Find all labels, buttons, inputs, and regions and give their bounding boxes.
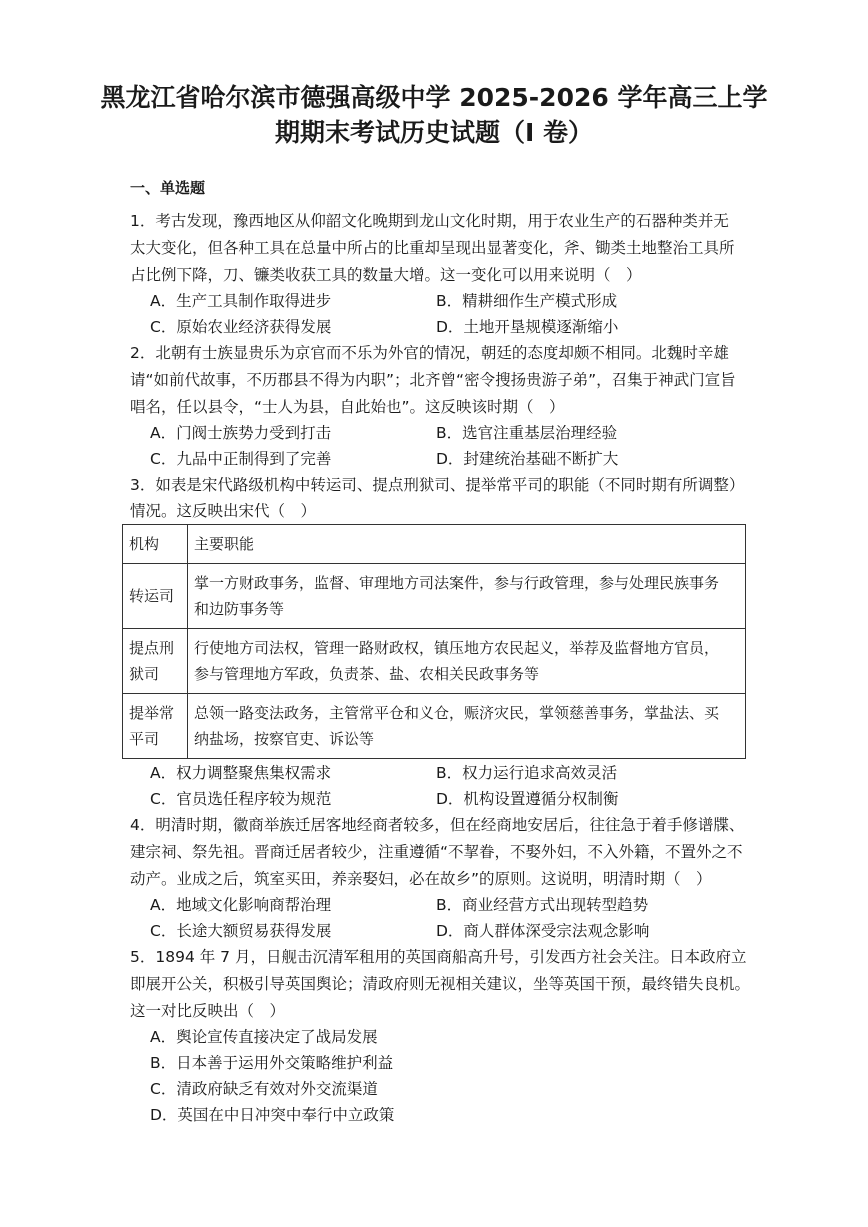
table-header-row xyxy=(123,525,746,564)
exam-title-line-2: 期期末考试历史试题（I 卷） xyxy=(274,118,593,147)
q2-option-b: B．选官注重基层治理经验 xyxy=(436,424,618,442)
q3-stem-line: 情况。这反映出宋代（ ） xyxy=(130,502,317,520)
table-row xyxy=(123,629,746,694)
q3-option-d: D．机构设置遵循分权制衡 xyxy=(436,790,619,808)
q2-stem-line: 2．北朝有士族显贵乐为京官而不乐为外官的情况，朝廷的态度却颇不相同。北魏时辛雄 xyxy=(130,344,729,362)
duty-line: 总领一路变法政务，主管常平仓和义仓，赈济灾民，掌领慈善事务，掌盐法、买 xyxy=(194,704,720,722)
q5-stem-line: 即展开公关，积极引导英国舆论；清政府则无视相关建议，坐等英国干预，最终错失良机。 xyxy=(130,975,751,993)
q5-option-b: B．日本善于运用外交策略维护利益 xyxy=(150,1054,394,1072)
q5-option-a: A．舆论宣传直接决定了战局发展 xyxy=(150,1028,378,1046)
q5-stem-line: 5．1894 年 7 月，日舰击沉清军租用的英国商船高升号，引发西方社会关注。日本政府立 xyxy=(130,948,747,966)
q3-stem-line: 3．如表是宋代路级机构中转运司、提点刑狱司、提举常平司的职能（不同时期有所调整） xyxy=(130,476,745,494)
exam-title-line-1: 黑龙江省哈尔滨市德强高级中学 2025-2026 学年高三上学 xyxy=(100,83,768,112)
table-cell-agency xyxy=(123,694,188,759)
q1-option-c: C．原始农业经济获得发展 xyxy=(150,318,332,336)
q3-option-a: A．权力调整聚焦集权需求 xyxy=(150,764,332,782)
table-cell-duties xyxy=(188,694,746,759)
q2-option-a: A．门阀士族势力受到打击 xyxy=(150,424,332,442)
table-row xyxy=(123,694,746,759)
q5-option-c: C．清政府缺乏有效对外交流渠道 xyxy=(150,1080,378,1098)
q1-stem-line: 太大变化，但各种工具在总量中所占的比重却呈现出显著变化，斧、锄类土地整治工具所 xyxy=(130,239,735,257)
table-row xyxy=(123,564,746,629)
q2-option-d: D．封建统治基础不断扩大 xyxy=(436,450,619,468)
agency-name: 平司 xyxy=(129,730,160,748)
table-header-cell: 机构 xyxy=(123,525,188,564)
q5-option-d: D．英国在中日冲突中奉行中立政策 xyxy=(150,1106,395,1124)
q1-stem-line: 占比例下降，刀、镰类收获工具的数量大增。这一变化可以用来说明（ ） xyxy=(130,266,642,284)
q3-option-c: C．官员选任程序较为规范 xyxy=(150,790,332,808)
q2-stem-line: 请“如前代故事，不历郡县不得为内职”；北齐曾“密令搜扬贵游子弟”，召集于神武门宣旨 xyxy=(130,371,736,389)
q5-stem-line: 这一对比反映出（ ） xyxy=(130,1002,286,1020)
functions-table xyxy=(122,524,746,759)
q1-option-b: B．精耕细作生产模式形成 xyxy=(436,292,618,310)
q4-option-d: D．商人群体深受宗法观念影响 xyxy=(436,922,650,940)
q2-option-c: C．九品中正制得到了完善 xyxy=(150,450,332,468)
table-header-cell: 主要职能 xyxy=(188,525,746,564)
q4-stem-line: 建宗祠、祭先祖。晋商迁居者较少，注重遵循“不挈眷，不娶外妇，不入外籍，不置外之不 xyxy=(130,843,743,861)
q4-option-b: B．商业经营方式出现转型趋势 xyxy=(436,896,649,914)
agency-name: 提举常 xyxy=(129,704,175,722)
q4-option-a: A．地域文化影响商帮治理 xyxy=(150,896,332,914)
duty-line: 参与管理地方军政，负责茶、盐、农相关民政事务等 xyxy=(194,665,540,683)
section-heading: 一、单选题 xyxy=(130,179,206,197)
agency-name: 提点刑 xyxy=(129,639,175,657)
q1-option-a: A．生产工具制作取得进步 xyxy=(150,292,332,310)
table-cell-duties xyxy=(188,629,746,694)
q4-stem-line: 4．明清时期，徽商举族迁居客地经商者较多，但在经商地安居后，往往急于着手修谱牒、 xyxy=(130,816,745,834)
duty-line: 和边防事务等 xyxy=(194,600,285,618)
table-cell-agency xyxy=(123,564,188,629)
agency-name: 狱司 xyxy=(129,665,160,683)
duty-line: 行使地方司法权，管理一路财政权，镇压地方农民起义，举荐及监督地方官员， xyxy=(194,639,720,657)
q3-option-b: B．权力运行追求高效灵活 xyxy=(436,764,618,782)
table-cell-agency xyxy=(123,629,188,694)
q4-option-c: C．长途大额贸易获得发展 xyxy=(150,922,332,940)
duty-line: 纳盐场，按察官吏、诉讼等 xyxy=(194,730,375,748)
q1-option-d: D．土地开垦规模逐渐缩小 xyxy=(436,318,619,336)
duty-line: 掌一方财政事务，监督、审理地方司法案件，参与行政管理，参与处理民族事务 xyxy=(194,574,720,592)
agency-name: 转运司 xyxy=(129,587,175,605)
table-cell-duties xyxy=(188,564,746,629)
q4-stem-line: 动产。业成之后，筑室买田，养亲娶妇，必在故乡”的原则。这说明，明清时期（ ） xyxy=(130,870,712,888)
q1-stem-line: 1．考古发现，豫西地区从仰韶文化晚期到龙山文化时期，用于农业生产的石器种类并无 xyxy=(130,212,729,230)
q2-stem-line: 唱名，任以县令，“士人为县，自此始也”。这反映该时期（ ） xyxy=(130,398,565,416)
